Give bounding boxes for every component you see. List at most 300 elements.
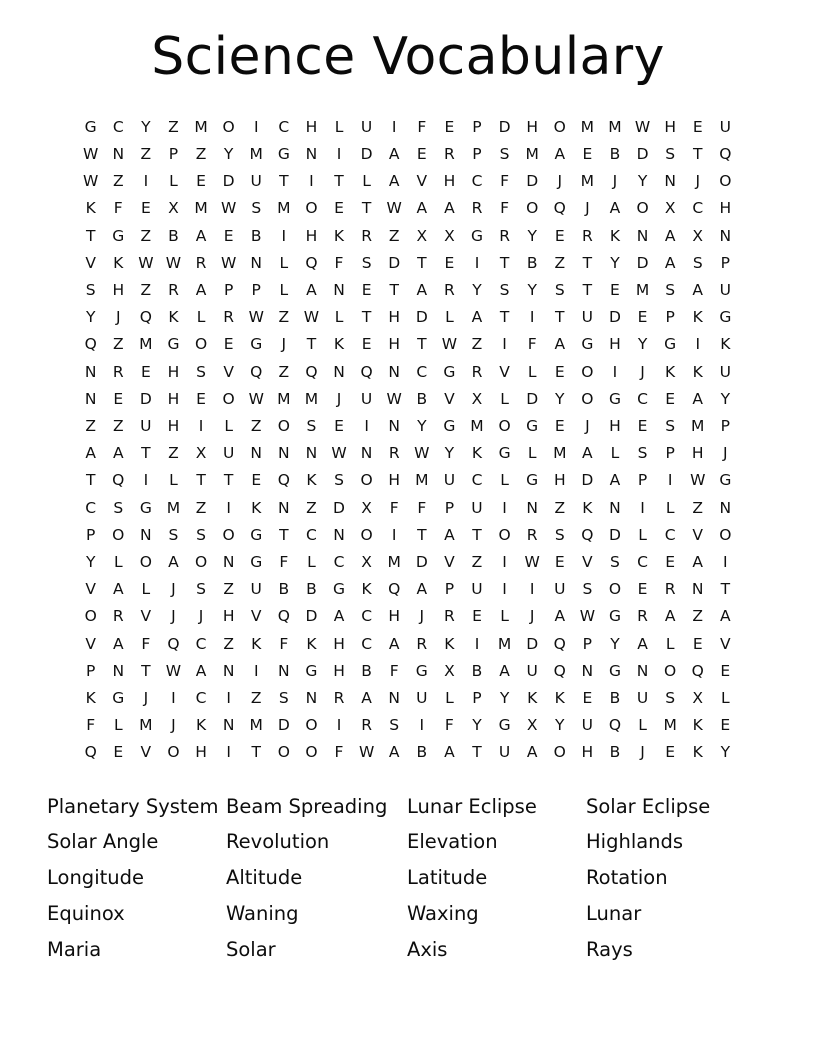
grid-cell[interactable]: G [250, 525, 263, 544]
grid-cell[interactable]: G [498, 716, 511, 735]
grid-cell[interactable]: A [85, 444, 96, 463]
grid-cell[interactable]: I [281, 226, 287, 245]
grid-cell[interactable]: K [665, 362, 676, 381]
grid-cell[interactable]: S [196, 525, 206, 544]
grid-cell[interactable]: S [196, 362, 206, 381]
grid-cell[interactable]: C [471, 471, 483, 490]
grid-cell[interactable]: D [388, 253, 401, 272]
grid-cell[interactable]: N [581, 661, 594, 680]
grid-cell[interactable]: O [581, 362, 594, 381]
grid-cell[interactable]: S [85, 281, 96, 300]
grid-cell[interactable]: I [198, 417, 204, 436]
grid-cell[interactable]: E [665, 743, 676, 762]
grid-cell[interactable]: E [196, 389, 206, 408]
grid-cell[interactable]: T [720, 580, 731, 599]
grid-cell[interactable]: O [360, 471, 373, 490]
grid-cell[interactable]: C [333, 553, 345, 572]
word-list-item[interactable]: Rays [586, 937, 633, 961]
grid-cell[interactable]: S [113, 498, 124, 517]
grid-cell[interactable]: K [692, 362, 703, 381]
grid-cell[interactable]: B [250, 226, 262, 245]
grid-cell[interactable]: N [305, 444, 318, 463]
grid-cell[interactable]: T [417, 253, 427, 272]
grid-cell[interactable]: N [691, 580, 704, 599]
grid-cell[interactable]: X [361, 553, 372, 572]
grid-cell[interactable]: X [168, 199, 179, 218]
grid-cell[interactable]: S [499, 281, 510, 300]
grid-cell[interactable]: Z [140, 145, 152, 163]
grid-cell[interactable]: U [581, 716, 594, 735]
grid-cell[interactable]: B [609, 743, 621, 762]
grid-cell[interactable]: R [444, 607, 455, 626]
grid-cell[interactable]: R [168, 281, 179, 300]
grid-cell[interactable]: E [113, 743, 124, 762]
grid-cell[interactable]: I [612, 362, 618, 381]
grid-cell[interactable]: O [636, 199, 649, 218]
grid-cell[interactable]: G [415, 661, 428, 680]
grid-cell[interactable]: Q [167, 634, 180, 653]
grid-cell[interactable]: T [361, 308, 372, 327]
grid-cell[interactable]: L [445, 308, 454, 327]
grid-cell[interactable]: I [253, 661, 259, 680]
grid-cell[interactable]: H [388, 471, 401, 490]
grid-cell[interactable]: C [692, 199, 704, 218]
grid-cell[interactable]: A [416, 199, 428, 218]
grid-cell[interactable]: W [165, 253, 182, 272]
grid-cell[interactable]: I [502, 580, 507, 599]
grid-cell[interactable]: D [360, 145, 373, 163]
grid-cell[interactable]: P [472, 117, 482, 136]
grid-cell[interactable]: B [306, 580, 317, 599]
grid-cell[interactable]: Z [554, 253, 566, 272]
grid-cell[interactable]: O [553, 117, 566, 136]
grid-cell[interactable]: Y [720, 743, 731, 762]
grid-cell[interactable]: N [526, 498, 538, 517]
grid-cell[interactable]: W [83, 172, 99, 191]
grid-cell[interactable]: A [112, 634, 124, 653]
grid-cell[interactable]: L [141, 580, 151, 599]
grid-cell[interactable]: N [222, 553, 235, 572]
word-list-item[interactable]: Highlands [586, 830, 684, 854]
grid-cell[interactable]: I [640, 498, 645, 517]
grid-cell[interactable]: U [140, 417, 152, 436]
grid-cell[interactable]: Q [305, 253, 318, 272]
grid-cell[interactable]: E [692, 634, 703, 653]
grid-cell[interactable]: D [415, 553, 428, 572]
grid-cell[interactable]: G [112, 226, 125, 245]
grid-cell[interactable]: K [306, 634, 317, 653]
grid-cell[interactable]: K [333, 226, 345, 245]
grid-cell[interactable]: I [529, 308, 535, 327]
grid-cell[interactable]: S [665, 281, 676, 300]
grid-cell[interactable]: H [691, 444, 704, 463]
grid-cell[interactable]: A [444, 743, 455, 762]
grid-cell[interactable]: C [664, 525, 676, 544]
grid-cell[interactable]: G [84, 117, 97, 136]
grid-cell[interactable]: E [361, 281, 372, 300]
grid-cell[interactable]: L [638, 525, 647, 544]
grid-cell[interactable]: J [419, 607, 425, 626]
grid-cell[interactable]: A [471, 308, 483, 327]
grid-cell[interactable]: B [609, 145, 621, 163]
word-list-item[interactable]: Equinox [47, 902, 125, 926]
grid-cell[interactable]: D [277, 716, 290, 735]
grid-cell[interactable]: P [223, 281, 234, 300]
grid-cell[interactable]: J [585, 199, 590, 218]
grid-cell[interactable]: I [253, 117, 259, 136]
grid-cell[interactable]: L [113, 553, 123, 572]
grid-cell[interactable]: S [692, 253, 703, 272]
grid-cell[interactable]: N [222, 661, 235, 680]
word-list-item[interactable]: Maria [47, 937, 102, 961]
grid-cell[interactable]: K [720, 335, 731, 354]
grid-cell[interactable]: O [194, 335, 208, 354]
grid-cell[interactable]: Y [527, 281, 537, 300]
grid-cell[interactable]: Z [250, 417, 262, 436]
grid-cell[interactable]: N [636, 226, 649, 245]
grid-cell[interactable]: S [610, 553, 620, 572]
grid-cell[interactable]: G [608, 661, 621, 680]
grid-cell[interactable]: D [498, 117, 511, 136]
grid-cell[interactable]: H [388, 607, 401, 626]
grid-cell[interactable]: E [472, 607, 482, 626]
grid-cell[interactable]: P [720, 417, 730, 436]
grid-cell[interactable]: X [692, 226, 704, 245]
grid-cell[interactable]: Z [471, 553, 483, 572]
grid-cell[interactable]: Q [553, 634, 566, 653]
grid-cell[interactable]: Q [139, 308, 152, 327]
grid-cell[interactable]: I [419, 716, 425, 735]
grid-cell[interactable]: E [223, 335, 234, 354]
grid-cell[interactable]: S [361, 253, 372, 272]
grid-cell[interactable]: Z [195, 145, 207, 163]
grid-cell[interactable]: L [527, 362, 537, 381]
grid-cell[interactable]: J [336, 389, 342, 408]
grid-cell[interactable]: T [279, 525, 289, 544]
grid-cell[interactable]: F [500, 172, 510, 191]
grid-cell[interactable]: B [416, 389, 428, 408]
grid-cell[interactable]: N [305, 145, 318, 163]
grid-cell[interactable]: Z [168, 444, 179, 463]
grid-cell[interactable]: O [194, 553, 208, 572]
grid-cell[interactable]: M [525, 145, 539, 163]
grid-cell[interactable]: L [665, 634, 675, 653]
grid-cell[interactable]: H [526, 117, 538, 136]
grid-cell[interactable]: M [194, 117, 208, 136]
grid-cell[interactable]: L [638, 716, 647, 735]
grid-cell[interactable]: N [719, 498, 732, 517]
grid-cell[interactable]: J [557, 172, 563, 191]
grid-cell[interactable]: X [471, 389, 483, 408]
grid-cell[interactable]: I [226, 498, 231, 517]
grid-cell[interactable]: F [389, 498, 399, 517]
grid-cell[interactable]: P [720, 253, 730, 272]
grid-cell[interactable]: K [85, 199, 96, 218]
grid-cell[interactable]: J [640, 743, 645, 762]
grid-cell[interactable]: E [361, 335, 372, 354]
grid-cell[interactable]: T [472, 525, 482, 544]
grid-cell[interactable]: U [360, 389, 373, 408]
grid-cell[interactable]: J [143, 689, 149, 708]
grid-cell[interactable]: A [388, 145, 400, 163]
grid-cell[interactable]: Z [140, 226, 152, 245]
grid-cell[interactable]: Z [278, 308, 290, 327]
grid-cell[interactable]: A [526, 743, 538, 762]
grid-cell[interactable]: N [333, 362, 345, 381]
grid-cell[interactable]: R [223, 308, 235, 327]
grid-cell[interactable]: G [277, 145, 290, 163]
grid-cell[interactable]: T [334, 172, 344, 191]
grid-cell[interactable]: I [171, 689, 176, 708]
grid-cell[interactable]: E [416, 145, 427, 163]
grid-cell[interactable]: E [140, 199, 151, 218]
grid-cell[interactable]: X [526, 716, 538, 735]
grid-cell[interactable]: C [637, 389, 648, 408]
grid-cell[interactable]: K [692, 743, 703, 762]
grid-cell[interactable]: X [664, 199, 676, 218]
word-list-item[interactable]: Lunar Eclipse [407, 794, 537, 818]
grid-cell[interactable]: I [695, 335, 701, 354]
grid-cell[interactable]: C [471, 172, 483, 191]
grid-cell[interactable]: F [527, 335, 537, 354]
grid-cell[interactable]: K [554, 689, 565, 708]
grid-cell[interactable]: P [665, 308, 675, 327]
grid-cell[interactable]: O [719, 172, 732, 191]
grid-cell[interactable]: M [166, 498, 181, 517]
grid-cell[interactable]: B [416, 743, 428, 762]
grid-cell[interactable]: C [85, 498, 97, 517]
grid-cell[interactable]: L [610, 444, 620, 463]
grid-cell[interactable]: Z [223, 634, 234, 653]
grid-cell[interactable]: A [692, 553, 704, 572]
grid-cell[interactable]: R [471, 199, 483, 218]
grid-cell[interactable]: S [334, 471, 344, 490]
grid-cell[interactable]: O [112, 525, 125, 544]
grid-cell[interactable]: J [612, 172, 618, 191]
grid-cell[interactable]: U [360, 117, 373, 136]
grid-cell[interactable]: P [472, 689, 482, 708]
word-list-item[interactable]: Axis [407, 937, 448, 961]
grid-cell[interactable]: E [582, 689, 593, 708]
grid-cell[interactable]: U [526, 661, 538, 680]
grid-cell[interactable]: C [637, 553, 648, 572]
grid-cell[interactable]: B [526, 253, 538, 272]
grid-cell[interactable]: N [250, 253, 263, 272]
grid-cell[interactable]: E [665, 389, 676, 408]
grid-cell[interactable]: A [664, 226, 676, 245]
grid-cell[interactable]: E [223, 226, 234, 245]
grid-cell[interactable]: J [115, 308, 121, 327]
grid-cell[interactable]: F [417, 117, 427, 136]
grid-cell[interactable]: P [168, 145, 179, 163]
grid-cell[interactable]: W [165, 661, 182, 680]
grid-cell[interactable]: Y [499, 689, 510, 708]
grid-cell[interactable]: J [198, 607, 204, 626]
grid-cell[interactable]: L [500, 607, 509, 626]
grid-cell[interactable]: M [249, 716, 263, 735]
grid-cell[interactable]: H [388, 308, 401, 327]
grid-cell[interactable]: U [636, 689, 649, 708]
grid-cell[interactable]: A [637, 634, 648, 653]
word-list-item[interactable]: Waxing [407, 902, 479, 926]
grid-cell[interactable]: Z [554, 498, 566, 517]
grid-cell[interactable]: T [141, 661, 151, 680]
grid-cell[interactable]: I [391, 525, 397, 544]
grid-cell[interactable]: R [581, 226, 593, 245]
grid-cell[interactable]: U [719, 281, 731, 300]
grid-cell[interactable]: N [305, 689, 318, 708]
grid-cell[interactable]: T [85, 471, 96, 490]
grid-cell[interactable]: I [226, 689, 231, 708]
grid-cell[interactable]: T [85, 226, 96, 245]
grid-cell[interactable]: A [195, 226, 207, 245]
grid-cell[interactable]: L [169, 471, 178, 490]
grid-cell[interactable]: L [307, 553, 316, 572]
grid-cell[interactable]: X [195, 444, 207, 463]
grid-cell[interactable]: F [417, 498, 427, 517]
grid-cell[interactable]: T [251, 743, 261, 762]
grid-cell[interactable]: N [388, 362, 400, 381]
grid-cell[interactable]: M [277, 199, 291, 218]
grid-cell[interactable]: D [526, 389, 539, 408]
grid-cell[interactable]: H [112, 281, 125, 300]
grid-cell[interactable]: G [719, 471, 732, 490]
grid-cell[interactable]: M [497, 634, 512, 653]
grid-cell[interactable]: K [692, 308, 703, 327]
grid-cell[interactable]: A [609, 199, 621, 218]
grid-cell[interactable]: Y [141, 117, 151, 136]
grid-cell[interactable]: I [474, 634, 480, 653]
grid-cell[interactable]: E [610, 281, 620, 300]
grid-cell[interactable]: T [279, 172, 289, 191]
grid-cell[interactable]: A [361, 689, 372, 708]
grid-cell[interactable]: W [524, 553, 540, 572]
grid-cell[interactable]: N [664, 172, 676, 191]
grid-cell[interactable]: C [195, 689, 207, 708]
grid-cell[interactable]: M [277, 389, 291, 408]
grid-cell[interactable]: N [609, 498, 621, 517]
grid-cell[interactable]: C [195, 634, 207, 653]
grid-cell[interactable]: A [333, 607, 345, 626]
grid-cell[interactable]: T [555, 308, 565, 327]
grid-cell[interactable]: C [361, 634, 373, 653]
grid-cell[interactable]: T [472, 743, 482, 762]
grid-cell[interactable]: H [167, 362, 180, 381]
grid-cell[interactable]: Q [719, 145, 732, 163]
grid-cell[interactable]: K [195, 716, 207, 735]
grid-cell[interactable]: R [444, 145, 455, 163]
grid-cell[interactable]: R [444, 281, 455, 300]
grid-cell[interactable]: N [84, 362, 97, 381]
word-list-item[interactable]: Revolution [226, 830, 330, 854]
grid-cell[interactable]: T [361, 199, 372, 218]
grid-cell[interactable]: C [416, 362, 428, 381]
grid-cell[interactable]: L [196, 308, 206, 327]
grid-cell[interactable]: A [388, 172, 400, 191]
grid-cell[interactable]: T [306, 335, 317, 354]
grid-cell[interactable]: N [250, 444, 263, 463]
grid-cell[interactable]: D [526, 172, 539, 191]
grid-cell[interactable]: N [84, 389, 97, 408]
grid-cell[interactable]: A [168, 553, 179, 572]
grid-cell[interactable]: H [333, 661, 345, 680]
grid-cell[interactable]: Z [278, 362, 290, 381]
grid-cell[interactable]: W [414, 444, 430, 463]
grid-cell[interactable]: N [278, 498, 290, 517]
grid-cell[interactable]: W [634, 117, 651, 136]
grid-cell[interactable]: D [636, 253, 649, 272]
grid-cell[interactable]: L [279, 253, 289, 272]
grid-cell[interactable]: V [720, 634, 731, 653]
grid-cell[interactable]: W [386, 389, 402, 408]
grid-cell[interactable]: J [640, 362, 645, 381]
grid-cell[interactable]: Q [277, 471, 290, 490]
grid-cell[interactable]: Z [692, 498, 704, 517]
grid-cell[interactable]: A [306, 281, 317, 300]
grid-cell[interactable]: M [691, 417, 705, 436]
grid-cell[interactable]: V [444, 553, 455, 572]
grid-cell[interactable]: O [277, 417, 290, 436]
grid-cell[interactable]: L [527, 444, 537, 463]
grid-cell[interactable]: O [498, 417, 511, 436]
grid-cell[interactable]: U [443, 471, 456, 490]
grid-cell[interactable]: K [471, 444, 483, 463]
grid-cell[interactable]: O [305, 199, 318, 218]
grid-cell[interactable]: A [416, 281, 428, 300]
grid-cell[interactable]: Q [112, 471, 125, 490]
grid-cell[interactable]: V [499, 362, 510, 381]
grid-cell[interactable]: O [581, 389, 594, 408]
grid-cell[interactable]: O [167, 743, 180, 762]
grid-cell[interactable]: Q [581, 525, 594, 544]
grid-cell[interactable]: E [637, 580, 648, 599]
grid-cell[interactable]: I [502, 498, 507, 517]
grid-cell[interactable]: J [171, 607, 176, 626]
grid-cell[interactable]: R [471, 362, 483, 381]
grid-cell[interactable]: S [306, 417, 317, 436]
grid-cell[interactable]: E [554, 553, 565, 572]
grid-cell[interactable]: Q [360, 362, 373, 381]
grid-cell[interactable]: I [143, 471, 149, 490]
grid-cell[interactable]: H [333, 634, 345, 653]
grid-cell[interactable]: D [608, 308, 621, 327]
grid-cell[interactable]: K [444, 634, 455, 653]
grid-cell[interactable]: H [305, 117, 318, 136]
grid-cell[interactable]: T [693, 145, 703, 163]
grid-cell[interactable]: Z [168, 117, 179, 136]
grid-cell[interactable]: E [251, 471, 262, 490]
grid-cell[interactable]: T [417, 335, 427, 354]
grid-cell[interactable]: H [609, 335, 621, 354]
grid-cell[interactable]: A [692, 389, 704, 408]
grid-cell[interactable]: S [499, 145, 510, 163]
grid-cell[interactable]: A [582, 444, 593, 463]
grid-cell[interactable]: H [609, 417, 621, 436]
grid-cell[interactable]: R [664, 580, 676, 599]
grid-cell[interactable]: N [278, 661, 290, 680]
grid-cell[interactable]: M [635, 281, 650, 300]
grid-cell[interactable]: Q [277, 607, 290, 626]
grid-cell[interactable]: X [444, 661, 455, 680]
grid-cell[interactable]: I [502, 553, 507, 572]
grid-cell[interactable]: B [278, 580, 290, 599]
grid-cell[interactable]: S [637, 444, 648, 463]
grid-cell[interactable]: H [388, 335, 401, 354]
grid-cell[interactable]: U [581, 308, 594, 327]
grid-cell[interactable]: N [360, 444, 373, 463]
grid-cell[interactable]: I [309, 172, 314, 191]
grid-cell[interactable]: K [609, 226, 621, 245]
